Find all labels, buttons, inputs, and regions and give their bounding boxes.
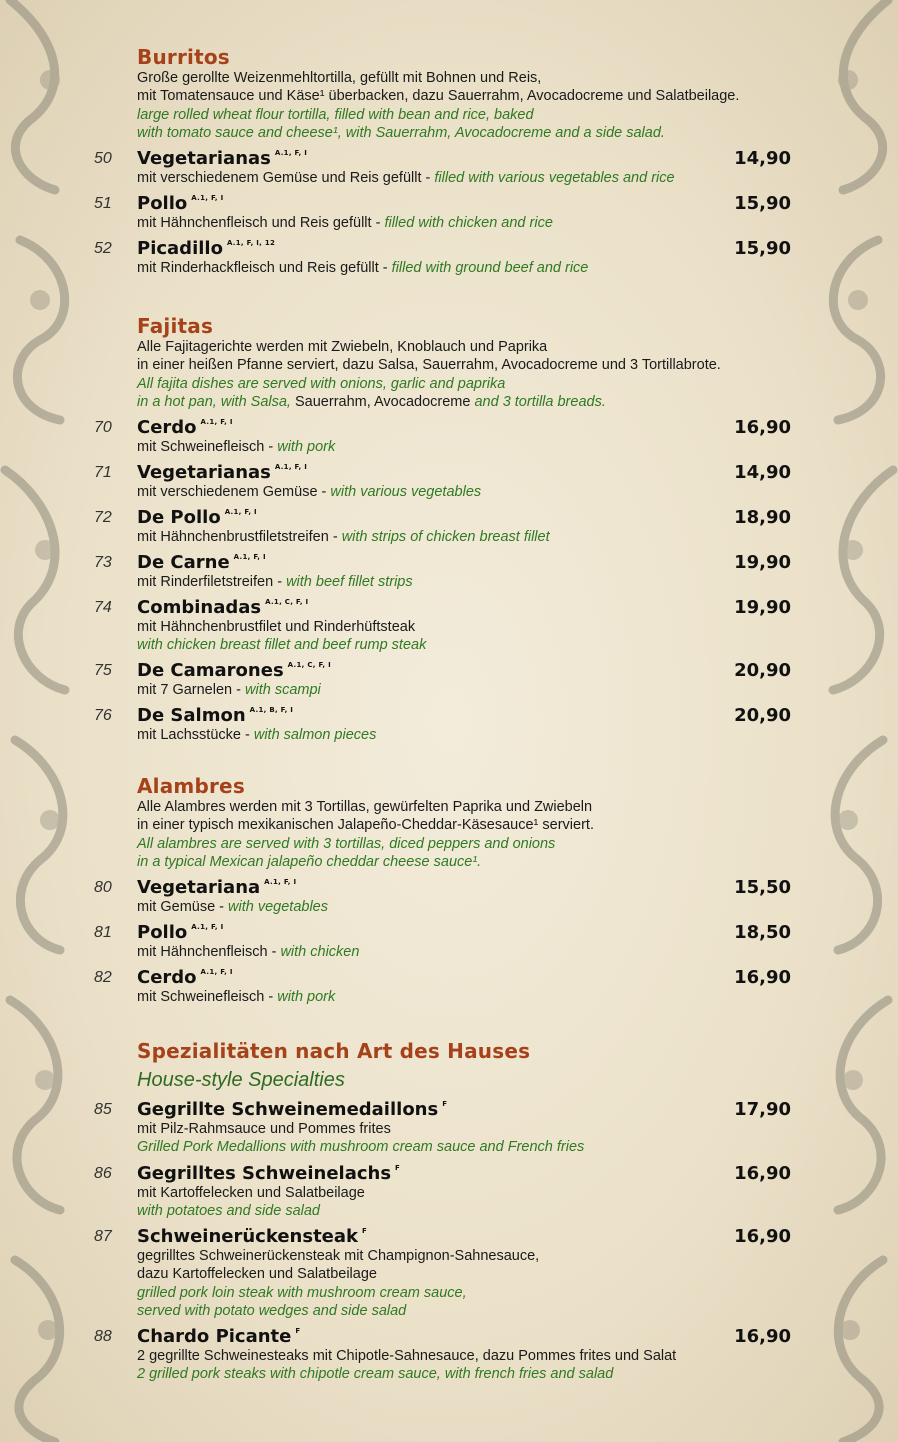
item-name: Combinadas $^{A.1, C, F, I}$ (137, 597, 309, 618)
allergen-codes: F (395, 1164, 401, 1172)
item-name: Gegrilltes Schweinelachs $^F$ (137, 1163, 401, 1184)
section-title-specialties: Spezialitäten nach Art des Hauses (137, 1039, 531, 1063)
item-number: 75 (94, 662, 112, 679)
item-description: mit Hähnchenfleisch - with chicken (137, 944, 360, 960)
item-price: 16,90 (734, 1326, 791, 1347)
intro-line: in einer typisch mexikanischen Jalapeño-Cheddar-Käsesauce¹ serviert. (137, 817, 594, 834)
item-price: 15,90 (734, 193, 791, 214)
item-price: 17,90 (734, 1099, 791, 1120)
item-number: 74 (94, 599, 112, 616)
allergen-codes: A.1, C, F, I (265, 598, 309, 606)
allergen-codes: A.1, F, I (200, 968, 233, 976)
item-price: 16,90 (734, 1163, 791, 1184)
item-name: Cerdo $^{A.1, F, I}$ (137, 417, 233, 438)
intro-line: with tomato sauce and cheese¹, with Sauerrahm, Avocadocreme and a side salad. (137, 124, 665, 141)
item-name: Schweinerückensteak $^F$ (137, 1226, 368, 1247)
item-number: 52 (94, 240, 112, 257)
allergen-codes: A.1, F, I, 12 (226, 239, 276, 247)
item-number: 76 (94, 707, 112, 724)
item-description: mit Lachsstücke - with salmon pieces (137, 727, 377, 743)
allergen-codes: A.1, F, I (274, 463, 308, 471)
allergen-codes: F (362, 1227, 368, 1235)
intro-line: All alambres are served with 3 tortillas, diced peppers and onions (137, 835, 556, 852)
item-name: De Pollo $^{A.1, F, I}$ (137, 507, 257, 528)
intro-line: in a hot pan, with Salsa, Sauerrahm, Avocadocreme and 3 tortilla breads. (137, 393, 606, 410)
item-number: 72 (94, 509, 112, 526)
item-price: 14,90 (734, 462, 791, 483)
item-description: mit Schweinefleisch - with pork (137, 989, 336, 1005)
item-number: 80 (94, 879, 112, 896)
intro-line: Alle Alambres werden mit 3 Tortillas, gewürfelten Paprika und Zwiebeln (137, 799, 593, 815)
intro-line: in a typical Mexican jalapeño cheddar cheese sauce¹. (137, 853, 482, 870)
section-title-alambres: Alambres (137, 774, 245, 798)
item-description: mit Hähnchenfleisch und Reis gefüllt - filled with chicken and rice (137, 215, 553, 231)
item-description: mit verschiedenem Gemüse und Reis gefüllt - filled with various vegetables and rice (137, 170, 675, 186)
item-number: 85 (94, 1101, 112, 1118)
item-price: 15,50 (734, 877, 791, 898)
item-description: mit Rinderfiletstreifen - with beef fillet strips (137, 574, 413, 590)
item-description: mit Pilz-Rahmsauce und Pommes frites Grilled Pork Medallions with mushroom cream sauce and French fries (137, 1121, 585, 1156)
item-number: 82 (94, 969, 112, 986)
item-number: 51 (94, 195, 112, 212)
item-description: mit Hähnchenbrustfilet und Rinderhüftsteak with chicken breast fillet and beef rump steak (137, 619, 427, 654)
allergen-codes: A.1, F, I (264, 878, 297, 886)
item-description: mit verschiedenem Gemüse - with various vegetables (137, 484, 482, 500)
item-number: 81 (94, 924, 112, 941)
item-name: Vegetarianas $^{A.1, F, I}$ (137, 462, 308, 483)
section-title-fajitas: Fajitas (137, 314, 214, 338)
section-intro-alambres (137, 798, 594, 871)
allergen-codes: A.1, C, F, I (287, 661, 332, 669)
item-name: Gegrillte Schweinemedaillons $^F$ (137, 1099, 448, 1120)
section-title-burritos: Burritos (137, 45, 230, 69)
item-price: 15,90 (734, 238, 791, 259)
allergen-codes: F (295, 1327, 301, 1335)
item-name: Cerdo $^{A.1, F, I}$ (137, 967, 233, 988)
section-intro-burritos (137, 69, 739, 142)
item-price: 20,90 (734, 705, 791, 726)
item-name: Chardo Picante $^F$ (137, 1326, 301, 1347)
allergen-codes: A.1, F, I (191, 194, 224, 202)
intro-line: Alle Fajitagerichte werden mit Zwiebeln, Knoblauch und Paprika (137, 339, 548, 355)
item-price: 20,90 (734, 660, 791, 681)
item-number: 71 (94, 464, 112, 481)
item-description: mit Schweinefleisch - with pork (137, 439, 336, 455)
allergen-codes: A.1, B, F, I (249, 706, 294, 714)
item-description: mit Hähnchenbrustfiletstreifen - with strips of chicken breast fillet (137, 529, 550, 545)
allergen-codes: A.1, F, I (233, 553, 266, 561)
item-description: mit Kartoffelecken und Salatbeilage with potatoes and side salad (137, 1185, 365, 1220)
intro-line: Große gerollte Weizenmehltortilla, gefüllt mit Bohnen und Reis, (137, 70, 542, 86)
item-description: mit 7 Garnelen - with scampi (137, 682, 321, 698)
item-description: 2 gegrillte Schweinesteaks mit Chipotle-Sahnesauce, dazu Pommes frites und Salat 2 grilled pork steaks with chipotle cream sauce, with french fries and salad (137, 1348, 677, 1383)
item-number: 88 (94, 1328, 112, 1345)
item-price: 14,90 (734, 148, 791, 169)
intro-line: in einer heißen Pfanne serviert, dazu Salsa, Sauerrahm, Avocadocreme und 3 Tortillabrote. (137, 357, 721, 374)
allergen-codes: A.1, F, I (200, 418, 233, 426)
item-number: 73 (94, 554, 112, 571)
intro-line: large rolled wheat flour tortilla, filled with bean and rice, baked (137, 106, 534, 123)
item-name: De Camarones $^{A.1, C, F, I}$ (137, 660, 332, 681)
item-name: De Salmon $^{A.1, B, F, I}$ (137, 705, 294, 726)
item-name: Pollo $^{A.1, F, I}$ (137, 922, 224, 943)
item-name: Picadillo $^{A.1, F, I, 12}$ (137, 238, 276, 259)
section-subtitle-specialties: House-style Specialties (137, 1069, 345, 1091)
item-description: gegrilltes Schweinerückensteak mit Champignon-Sahnesauce, dazu Kartoffelecken und Salatbeilage grilled pork loin steak with mushroom cream sauce, served with potato wedges and side salad (137, 1248, 540, 1319)
allergen-codes: F (442, 1100, 448, 1108)
item-price: 18,50 (734, 922, 791, 943)
item-price: 16,90 (734, 417, 791, 438)
item-number: 87 (94, 1228, 112, 1245)
allergen-codes: A.1, F, I (224, 508, 257, 516)
item-description: mit Gemüse - with vegetables (137, 899, 328, 915)
item-price: 16,90 (734, 967, 791, 988)
intro-line: All fajita dishes are served with onions, garlic and paprika (137, 375, 506, 392)
intro-line: mit Tomatensauce und Käse¹ überbacken, dazu Sauerrahm, Avocadocreme und Salatbeilage. (137, 88, 740, 105)
item-name: Vegetarianas $^{A.1, F, I}$ (137, 148, 308, 169)
item-price: 19,90 (734, 597, 791, 618)
allergen-codes: A.1, F, I (191, 923, 224, 931)
item-number: 70 (94, 419, 112, 436)
allergen-codes: A.1, F, I (274, 149, 308, 157)
section-intro-fajitas (137, 338, 721, 411)
item-description: mit Rinderhackfleisch und Reis gefüllt - filled with ground beef and rice (137, 260, 589, 276)
item-price: 19,90 (734, 552, 791, 573)
item-name: De Carne $^{A.1, F, I}$ (137, 552, 266, 573)
item-number: 86 (94, 1165, 112, 1182)
item-price: 16,90 (734, 1226, 791, 1247)
item-price: 18,90 (734, 507, 791, 528)
item-name: Vegetariana $^{A.1, F, I}$ (137, 877, 297, 898)
item-number: 50 (94, 150, 112, 167)
item-name: Pollo $^{A.1, F, I}$ (137, 193, 224, 214)
